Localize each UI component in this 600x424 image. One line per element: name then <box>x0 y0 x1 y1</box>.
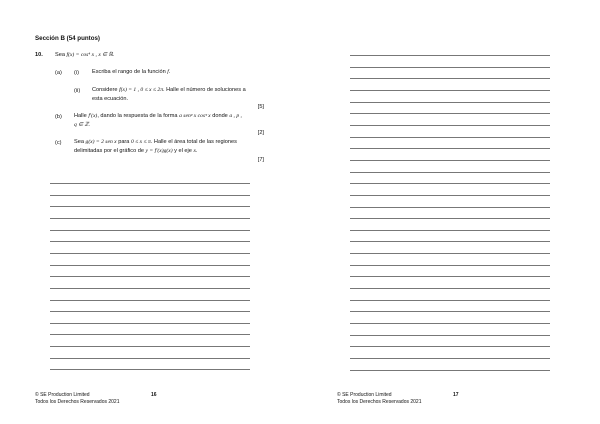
answer-line <box>350 241 550 242</box>
part-a-ii-label: (ii) <box>74 88 81 94</box>
part-a-ii-rest: . Halle el número de soluciones a <box>163 87 246 93</box>
part-c-rest: . Halle el área total de las regiones <box>150 139 237 145</box>
answer-line <box>50 346 250 347</box>
page-number-right: 17 <box>453 392 459 398</box>
answer-line <box>50 323 250 324</box>
part-a-ii-text <box>92 86 272 103</box>
answer-line <box>50 265 250 266</box>
answer-line <box>350 102 550 103</box>
answer-line <box>350 137 550 138</box>
answer-line <box>50 288 250 289</box>
footer-right <box>337 392 422 406</box>
part-c-mid: para <box>118 139 130 145</box>
part-a-i-label: (i) <box>74 70 79 76</box>
answer-line <box>50 311 250 312</box>
part-b-vars: a , p , <box>229 113 242 119</box>
answer-line <box>350 148 550 149</box>
part-a-marks: [5] <box>257 104 264 110</box>
answer-line <box>350 276 550 277</box>
part-b-tail: donde <box>212 113 228 119</box>
part-a-i-prompt: Escriba el rango de la función <box>92 69 166 75</box>
section-title: Sección B (54 puntos) <box>35 35 100 42</box>
answer-line <box>350 183 550 184</box>
footer-left-rights: Todos los Derechos Reservados 2021 <box>35 399 120 405</box>
footer-left <box>35 392 120 406</box>
part-a-label: (a) <box>55 70 62 76</box>
footer-right-copyright: © SE Production Limited <box>337 392 392 398</box>
part-b-lead: Halle <box>74 113 87 119</box>
answer-line <box>350 160 550 161</box>
answer-line <box>50 183 250 184</box>
answer-line <box>350 288 550 289</box>
part-a-i-text: Escriba el rango de la función f. <box>92 69 171 75</box>
answer-line <box>50 358 250 359</box>
answer-line <box>350 265 550 266</box>
stem-formula: f(x) = cos⁴ x , x ∈ ℝ. <box>66 52 115 58</box>
part-b-mid: , dando la respuesta de la forma <box>97 113 178 119</box>
part-c-formula: g(x) = 2 sen x <box>85 139 117 145</box>
part-a-ii-formula: f(x) = 1 , 0 ≤ x ≤ 2π <box>119 87 164 93</box>
answer-line <box>350 230 550 231</box>
page-number-left: 16 <box>151 392 157 398</box>
answer-line <box>50 276 250 277</box>
answer-line <box>350 67 550 68</box>
part-b-formula: f′(x) <box>88 113 98 119</box>
answer-line <box>50 253 250 254</box>
answer-line <box>350 90 550 91</box>
answer-line <box>50 300 250 301</box>
answer-line <box>350 207 550 208</box>
part-c-range: 0 ≤ x ≤ π <box>130 139 151 145</box>
part-c-line2-math: y = f′(x)g(x) <box>145 147 173 154</box>
stem-lead: Sea <box>55 52 65 58</box>
part-a-ii-lead: Considere <box>92 87 118 93</box>
answer-line <box>50 230 250 231</box>
answer-line <box>350 335 550 336</box>
answer-line <box>350 311 550 312</box>
part-c-line2-a: delimitadas por el gráfico de <box>74 147 144 154</box>
part-a-i-math: f <box>167 69 169 75</box>
answer-line <box>350 346 550 347</box>
answer-line <box>350 55 550 56</box>
answer-line <box>350 358 550 359</box>
part-b-text <box>74 112 274 129</box>
part-c-label: (c) <box>55 140 62 146</box>
answer-line <box>50 195 250 196</box>
answer-line <box>350 218 550 219</box>
part-c-lead: Sea <box>74 139 84 145</box>
answer-line <box>50 334 250 335</box>
answer-line <box>50 369 250 370</box>
part-c-marks: [7] <box>257 157 264 163</box>
part-b-marks: [2] <box>257 130 264 136</box>
answer-line <box>350 78 550 79</box>
question-stem <box>55 52 114 58</box>
answer-line <box>350 300 550 301</box>
answer-line <box>50 241 250 242</box>
answer-line <box>50 218 250 219</box>
part-c-text: Sea g(x) = 2 sen x para 0 ≤ x ≤ π. Halle el área total de las regiones delimitadas por el gráfico de y = f′(x)g(x) y el eje x. <box>74 139 237 154</box>
part-b-line2: q ∈ ℤ. <box>74 121 91 128</box>
answer-line <box>350 370 550 371</box>
part-a-ii-line2: esta ecuación. <box>92 95 129 102</box>
footer-right-rights: Todos los Derechos Reservados 2021 <box>337 399 422 405</box>
question-number: 10. <box>35 52 43 58</box>
answer-line <box>350 113 550 114</box>
part-b-form: a senᵖ x cosᵠ x <box>179 113 211 119</box>
answer-line <box>350 172 550 173</box>
part-c-line2-axis: x <box>193 147 196 154</box>
part-c-line2-b: y el eje <box>174 147 192 154</box>
answer-line <box>50 206 250 207</box>
answer-line <box>350 195 550 196</box>
answer-line <box>350 125 550 126</box>
right-page <box>300 0 600 424</box>
part-b-label: (b) <box>55 114 62 120</box>
footer-left-copyright: © SE Production Limited <box>35 392 90 398</box>
answer-line <box>350 253 550 254</box>
answer-line <box>350 323 550 324</box>
